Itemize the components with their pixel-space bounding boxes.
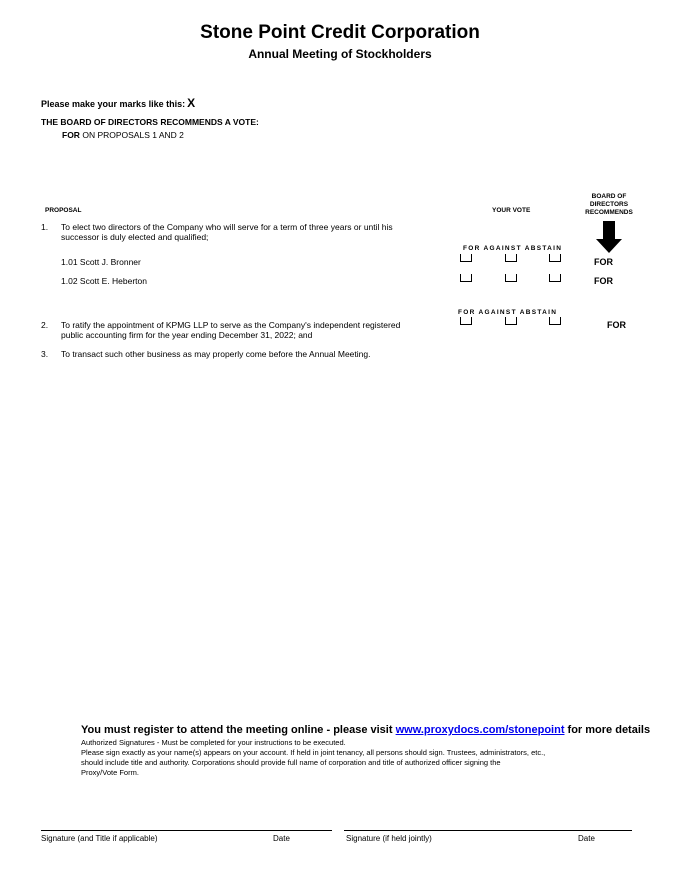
board-recommendation-line (62, 130, 184, 140)
register-text: You must register to attend the meeting online - please visit (81, 724, 393, 736)
nominee-1-02-for-checkbox[interactable] (460, 274, 472, 282)
board-recommends-column-header (578, 193, 640, 217)
proposal-2-for-checkbox[interactable] (460, 317, 472, 325)
meeting-subtitle: Annual Meeting of Stockholders (248, 47, 432, 61)
nominee-1-01-for-checkbox[interactable] (460, 254, 472, 262)
marks-instruction (41, 96, 195, 110)
signing-instructions (81, 748, 611, 778)
proposal-1-text-line2: successor is duly elected and qualified; (61, 232, 209, 242)
board-hdr-line2: DIRECTORS (589, 201, 629, 208)
proposal-2-text-line2: public accounting firm for the year ending December 31, 2022; and (61, 330, 313, 340)
register-notice (81, 724, 650, 736)
nominee-1-02-abstain-checkbox[interactable] (549, 274, 561, 282)
proposal-column-header: PROPOSAL (45, 207, 82, 214)
proposal-1-number: 1. (41, 222, 49, 232)
your-vote-column-header: YOUR VOTE (492, 207, 531, 214)
signing-instructions-line1: Please sign exactly as your name(s) appears on your account. If held in joint tenancy, all persons should sign. Trustees, administrators, etc., (81, 748, 546, 757)
date-2-label: Date (578, 834, 595, 843)
signature-1-label: Signature (and Title if applicable) (41, 834, 158, 843)
nominee-1-01-against-checkbox[interactable] (505, 254, 517, 262)
nominee-1-01-abstain-checkbox[interactable] (549, 254, 561, 262)
authorized-signatures-note: Authorized Signatures - Must be completed for your instructions to be executed. (81, 738, 346, 747)
nominee-1-01-label: 1.01 Scott J. Bronner (61, 257, 141, 267)
proposal-1-text-line1: To elect two directors of the Company who will serve for a term of three years or until his (61, 222, 393, 232)
marks-label: Please make your marks like this: (41, 99, 186, 109)
signature-2-label: Signature (if held jointly) (346, 834, 432, 843)
vote-columns-label-2: FOR AGAINST ABSTAIN (458, 309, 558, 316)
proposal-3-text: To transact such other business as may properly come before the Annual Meeting. (61, 349, 371, 359)
proposal-2-abstain-checkbox[interactable] (549, 317, 561, 325)
register-link[interactable]: www.proxydocs.com/stonepoint (395, 724, 565, 736)
proposal-2-text-line1: To ratify the appointment of KPMG LLP to serve as the Company's independent registered (61, 320, 401, 330)
nominee-1-01-recommendation: FOR (594, 257, 613, 267)
proposal-1-text (61, 222, 393, 242)
board-recommends-heading: THE BOARD OF DIRECTORS RECOMMENDS A VOTE: (41, 117, 259, 127)
mark-example-x: X (187, 96, 196, 110)
proposal-2-recommendation: FOR (607, 320, 626, 330)
signing-instructions-line2: should include title and authority. Corporations should provide full name of corporation and title of authorized officer signing the (81, 758, 501, 767)
for-rest: ON PROPOSALS 1 AND 2 (82, 130, 184, 140)
proposal-2-number: 2. (41, 320, 49, 330)
vote-columns-label-1: FOR AGAINST ABSTAIN (463, 245, 563, 252)
proposal-2-text (61, 320, 400, 340)
register-suffix: for more details (567, 724, 651, 736)
nominee-1-02-against-checkbox[interactable] (505, 274, 517, 282)
proposal-2-against-checkbox[interactable] (505, 317, 517, 325)
company-title: Stone Point Credit Corporation (200, 22, 480, 43)
signing-instructions-line3: Proxy/Vote Form. (81, 768, 139, 777)
nominee-1-02-label: 1.02 Scott E. Heberton (61, 276, 147, 286)
signature-line-1[interactable] (41, 830, 332, 831)
signature-line-2[interactable] (344, 830, 632, 831)
for-bold: FOR (62, 130, 80, 140)
board-hdr-line1: BOARD OF (591, 193, 627, 200)
proposal-3-number: 3. (41, 349, 49, 359)
date-1-label: Date (273, 834, 290, 843)
board-hdr-line3: RECOMMENDS (585, 209, 633, 216)
down-arrow-icon (596, 221, 622, 258)
nominee-1-02-recommendation: FOR (594, 276, 613, 286)
